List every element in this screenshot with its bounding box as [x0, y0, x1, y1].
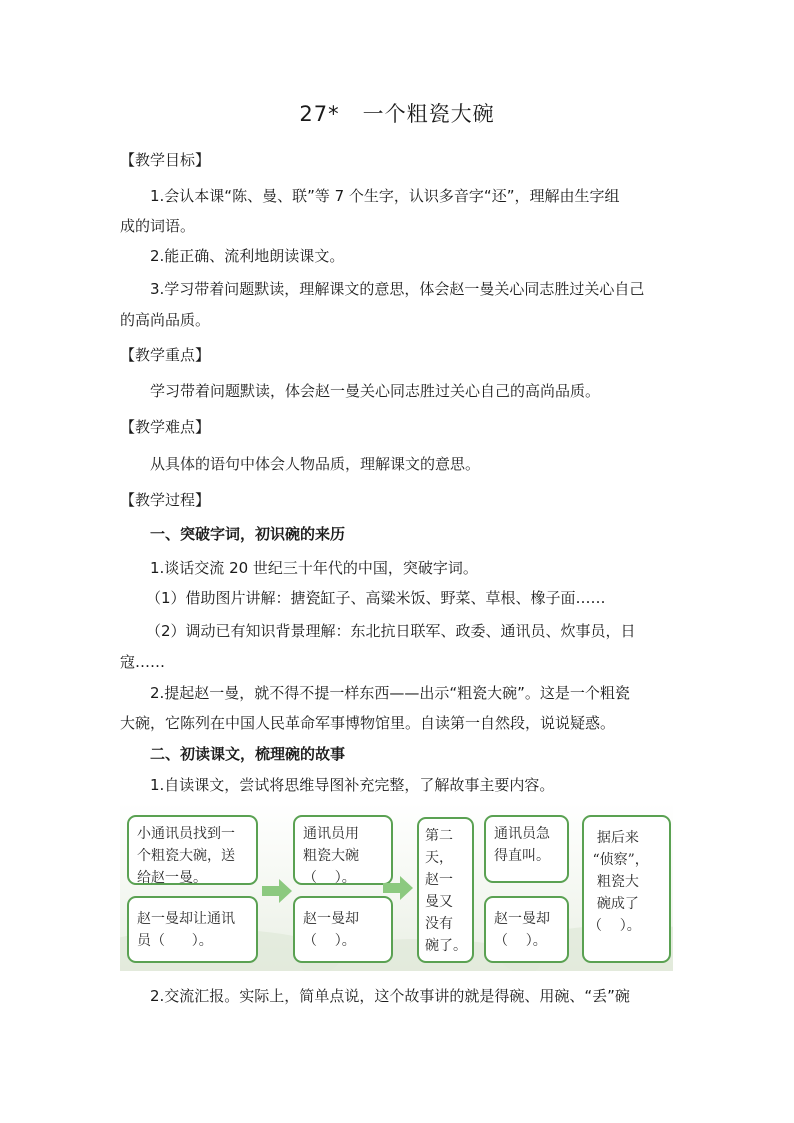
mind-map: [120, 803, 673, 971]
mindmap-box-7: 赵一曼却 （ ）。: [484, 896, 569, 963]
key-text: 学习带着问题默读，体会赵一曼关心同志胜过关心自己的高尚品质。: [150, 382, 601, 400]
mindmap-box-1: 小通讯员找到一 个粗瓷大碗，送 给赵一曼。: [127, 815, 258, 885]
part-1-item-2-line-1: 2.提起赵一曼，就不得不提一样东西——出示“粗瓷大碗”。这是一个粗瓷: [150, 684, 630, 702]
mindmap-box-2: 赵一曼却让通讯 员（ ）。: [127, 896, 258, 963]
part-1-item-1a: （1）借助图片讲解：搪瓷缸子、高粱米饭、野菜、草根、橡子面……: [146, 589, 606, 607]
arrow-right-icon: [383, 876, 413, 900]
process-heading: 【教学过程】: [120, 491, 211, 509]
goal-3-line-2: 的高尚品质。: [120, 311, 211, 329]
part-1-item-2-line-2: 大碗，它陈列在中国人民革命军事博物馆里。自读第一自然段，说说疑惑。: [120, 714, 616, 732]
mindmap-box-8: 据后来 “侦察”， 粗瓷大 碗成了 （ ）。: [582, 815, 671, 963]
part-2-heading: 二、初读课文，梳理碗的故事: [150, 745, 346, 763]
mindmap-box-6: 通讯员急 得直叫。: [484, 815, 569, 883]
arrow-right-icon: [262, 879, 292, 903]
page-title: 27* 一个粗瓷大碗: [299, 102, 495, 126]
mindmap-box-4: 赵一曼却 （ ）。: [293, 896, 393, 963]
goal-1-line-1: 1.会认本课“陈、曼、联”等 7 个生字，认识多音字“还”，理解由生字组: [150, 187, 620, 205]
goal-3-line-1: 3.学习带着问题默读，理解课文的意思，体会赵一曼关心同志胜过关心自己: [150, 280, 645, 298]
goal-2: 2.能正确、流利地朗读课文。: [150, 247, 345, 265]
part-1-item-1b-line-1: （2）调动已有知识背景理解：东北抗日联军、政委、通讯员、炊事员，日: [146, 622, 636, 640]
part-2-item-1: 1.自读课文，尝试将思维导图补充完整，了解故事主要内容。: [150, 776, 555, 794]
difficulty-text: 从具体的语句中体会人物品质，理解课文的意思。: [150, 455, 481, 473]
part-2-item-2: 2.交流汇报。实际上，简单点说，这个故事讲的就是得碗、用碗、“丢”碗: [150, 987, 630, 1005]
part-1-heading: 一、突破字词，初识碗的来历: [150, 525, 346, 543]
part-1-item-1: 1.谈话交流 20 世纪三十年代的中国，突破字词。: [150, 559, 478, 577]
mindmap-box-3: 通讯员用 粗瓷大碗 （ ）。: [293, 815, 393, 885]
difficulty-heading: 【教学难点】: [120, 418, 211, 436]
goals-heading: 【教学目标】: [120, 151, 211, 169]
part-1-item-1b-line-2: 寇……: [120, 653, 166, 671]
mindmap-box-5: 第二 天， 赵一 曼又 没有 碗了。: [417, 817, 474, 963]
goal-1-line-2: 成的词语。: [120, 217, 196, 235]
key-heading: 【教学重点】: [120, 346, 211, 364]
